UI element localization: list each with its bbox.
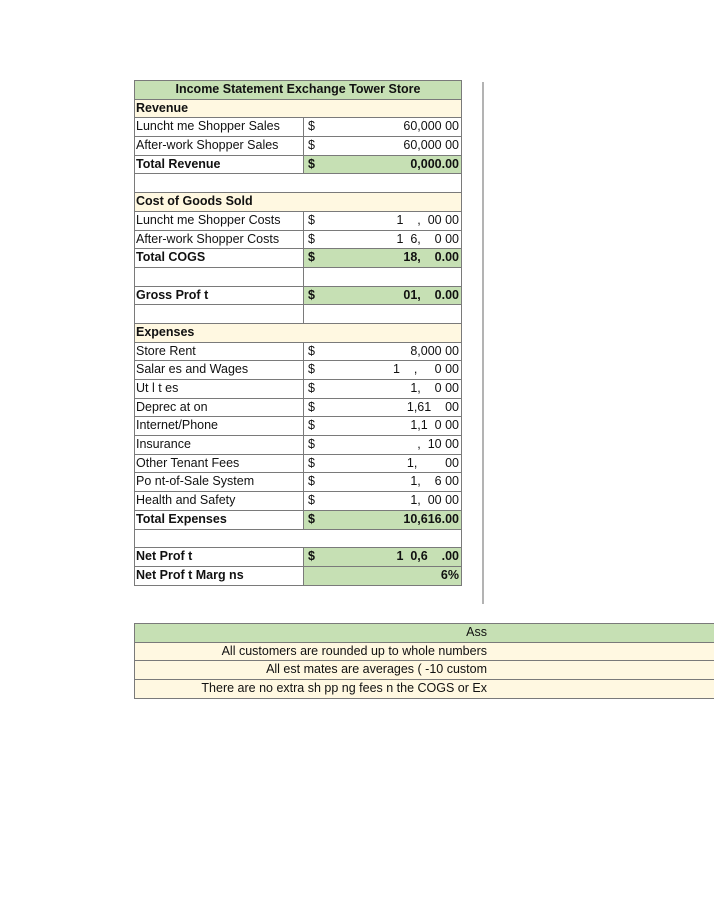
expenses-header: Expenses: [136, 324, 195, 339]
currency-symbol: $: [308, 119, 315, 134]
currency-symbol: $: [308, 381, 315, 395]
table-row: [135, 417, 461, 436]
row-value: 1, 6 00: [410, 474, 459, 489]
row-label: Luncht me Shopper Sales: [135, 118, 304, 136]
currency-symbol: $: [308, 455, 315, 470]
net-margin-value: 6%: [440, 567, 459, 582]
row-value: 8,000 00: [410, 343, 459, 358]
row-value: 1 , 0 00: [392, 362, 459, 377]
table-row: [135, 343, 461, 362]
currency-symbol: $: [308, 549, 315, 564]
total-revenue-row: [135, 156, 461, 175]
table-row: [135, 137, 461, 156]
row-label: After-work Shopper Costs: [135, 231, 304, 249]
row-label: Luncht me Shopper Costs: [135, 212, 304, 230]
assumptions-table: [134, 623, 714, 699]
row-label: Store Rent: [135, 343, 304, 361]
statement-title-row: [135, 81, 461, 100]
table-row: [135, 118, 461, 137]
row-value: 1, 00: [406, 455, 459, 470]
row-label: Salar es and Wages: [135, 361, 304, 379]
total-cogs-label: Total COGS: [135, 249, 304, 267]
row-value: 1, 00 00: [410, 493, 459, 508]
currency-symbol: $: [308, 250, 315, 265]
gross-profit-row: [135, 287, 461, 306]
assumptions-header: Ass: [466, 625, 487, 639]
currency-symbol: $: [308, 156, 315, 171]
total-expenses-label: Total Expenses: [135, 511, 304, 529]
currency-symbol: $: [308, 493, 315, 508]
income-statement-table: [134, 80, 462, 586]
row-label: Health and Safety: [135, 492, 304, 510]
row-value: 1 , 00 00: [396, 212, 459, 227]
total-expenses-value: 10,616.00: [403, 511, 459, 526]
net-profit-label: Net Prof t: [135, 548, 304, 566]
currency-symbol: $: [308, 437, 315, 452]
page-break-line: [482, 82, 484, 604]
table-row: [135, 361, 461, 380]
statement-title: Income Statement Exchange Tower Store: [175, 82, 421, 96]
row-label: Internet/Phone: [135, 417, 304, 435]
table-row: [135, 436, 461, 455]
total-revenue-label: Total Revenue: [135, 156, 304, 174]
gross-profit-value: 01, 0.00: [403, 287, 459, 302]
row-label: Other Tenant Fees: [135, 455, 304, 473]
assumptions-header-row: [135, 624, 714, 643]
spacer-row: [135, 268, 461, 287]
row-value: 1,1 0 00: [410, 418, 459, 433]
row-value: 60,000 00: [403, 138, 459, 153]
currency-symbol: $: [308, 343, 315, 358]
expenses-header-row: [135, 324, 461, 343]
gross-profit-label: Gross Prof t: [135, 287, 304, 305]
currency-symbol: $: [308, 212, 315, 227]
currency-symbol: $: [308, 418, 315, 433]
table-row: [135, 231, 461, 250]
list-item: [135, 643, 714, 662]
total-cogs-value: 18, 0.00: [403, 250, 459, 265]
spacer-row: [135, 174, 461, 193]
revenue-header-row: [135, 100, 461, 119]
table-row: [135, 455, 461, 474]
net-profit-value: 1 0,6 .00: [396, 549, 459, 564]
total-revenue-value: 0,000.00: [410, 156, 459, 171]
assumption-text: There are no extra sh pp ng fees n the COGS or Ex: [201, 681, 487, 696]
currency-symbol: $: [308, 138, 315, 153]
spacer-row: [135, 305, 461, 324]
currency-symbol: $: [308, 287, 315, 302]
table-row: [135, 473, 461, 492]
row-label: Ut l t es: [135, 380, 304, 398]
cogs-header-row: [135, 193, 461, 212]
total-cogs-row: [135, 249, 461, 268]
row-value: 1,61 00: [406, 399, 459, 414]
spacer-row: [135, 530, 461, 549]
net-margin-label: Net Prof t Marg ns: [135, 567, 304, 585]
table-row: [135, 212, 461, 231]
currency-symbol: $: [308, 474, 315, 489]
cogs-header: Cost of Goods Sold: [136, 194, 253, 209]
row-value: 1 6, 0 00: [396, 231, 459, 246]
list-item: [135, 661, 714, 680]
currency-symbol: $: [308, 231, 315, 246]
net-margin-row: [135, 567, 461, 586]
currency-symbol: $: [308, 399, 315, 414]
revenue-header: Revenue: [136, 100, 189, 115]
table-row: [135, 380, 461, 399]
row-label: Deprec at on: [135, 399, 304, 417]
currency-symbol: $: [308, 511, 315, 526]
table-row: [135, 399, 461, 418]
row-label: After-work Shopper Sales: [135, 137, 304, 155]
assumption-text: All est mates are averages ( -10 custom: [266, 662, 487, 677]
list-item: [135, 680, 714, 699]
assumption-text: All customers are rounded up to whole numbers: [221, 643, 487, 658]
currency-symbol: $: [308, 362, 315, 377]
row-label: Insurance: [135, 436, 304, 454]
total-expenses-row: [135, 511, 461, 530]
row-value: 60,000 00: [403, 119, 459, 134]
row-value: 1, 0 00: [410, 381, 459, 395]
row-value: , 10 00: [417, 437, 459, 452]
table-row: [135, 492, 461, 511]
row-label: Po nt-of-Sale System: [135, 473, 304, 491]
net-profit-row: [135, 548, 461, 567]
